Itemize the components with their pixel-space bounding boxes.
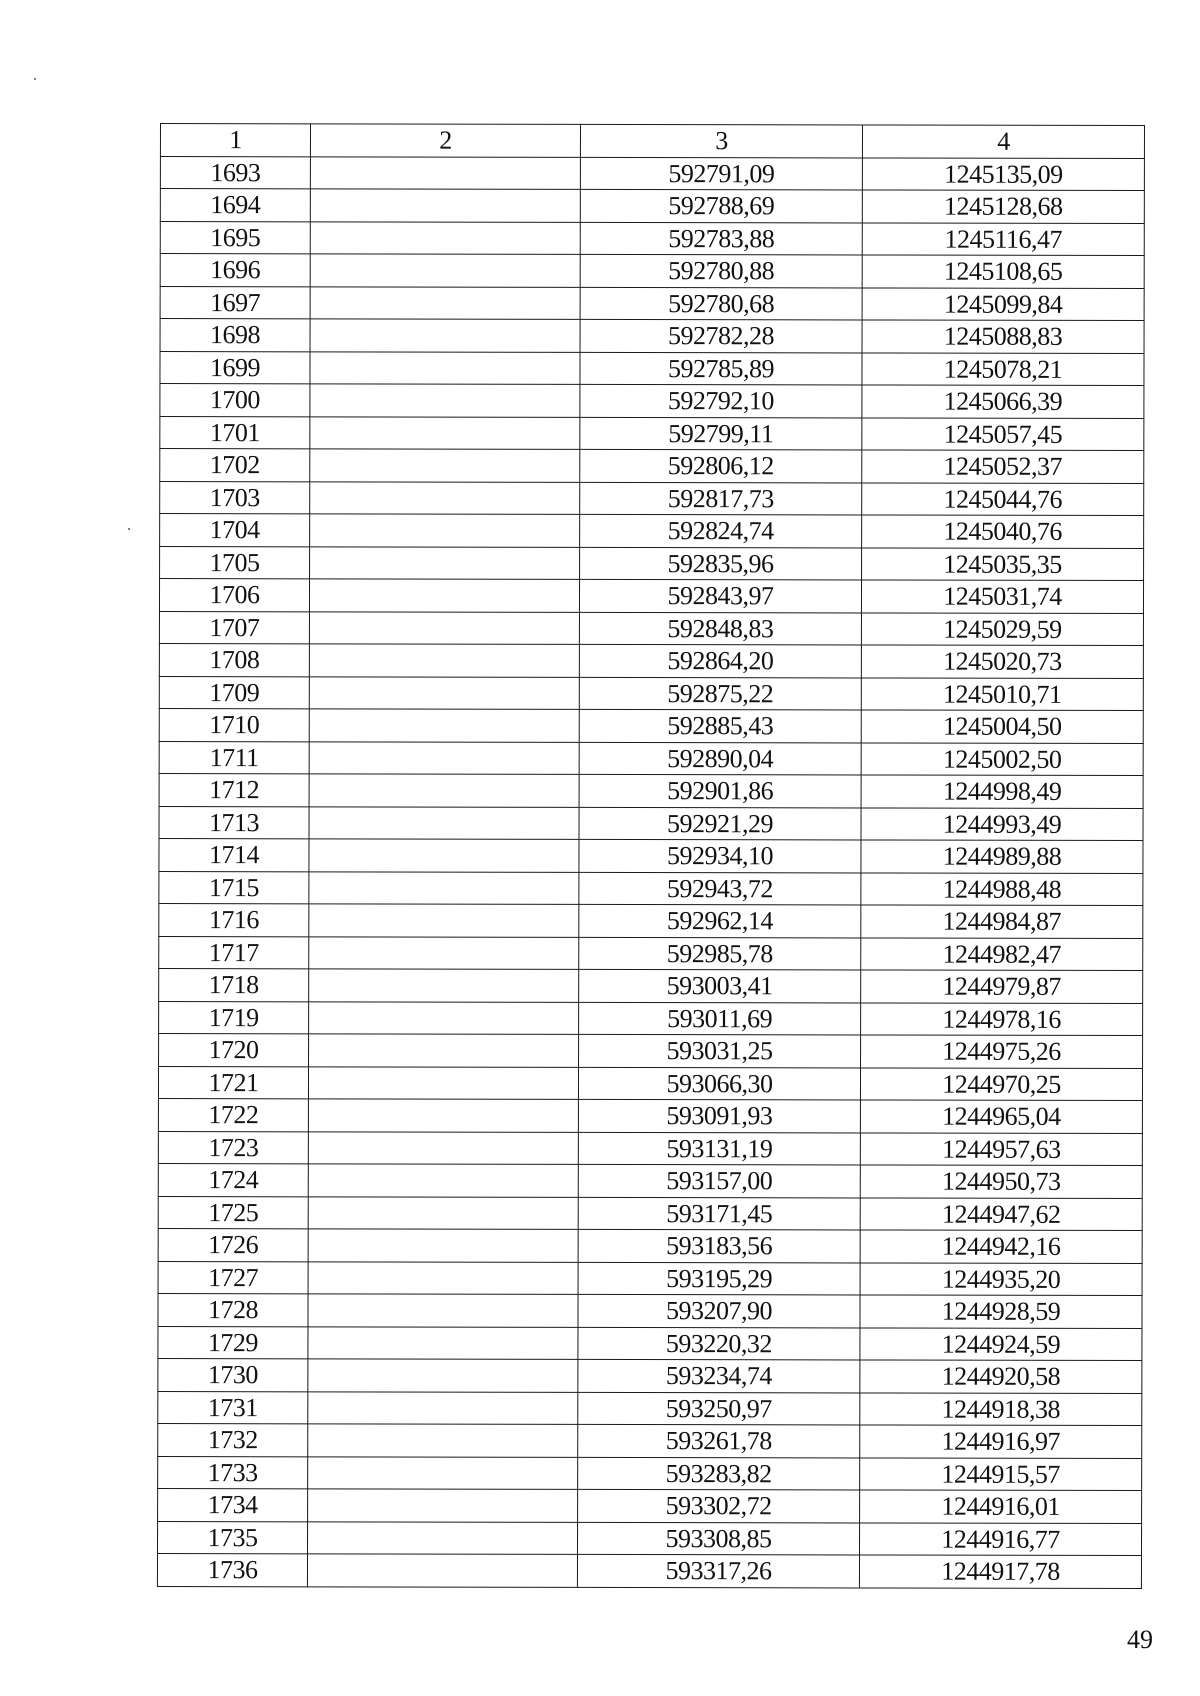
description-cell <box>308 1131 578 1164</box>
x-coordinate-cell: 592885,43 <box>579 709 861 742</box>
point-number-cell: 1719 <box>159 1001 309 1034</box>
table-row <box>159 611 1143 646</box>
table-row <box>159 838 1143 873</box>
description-cell <box>309 611 579 644</box>
y-coordinate-cell: 1244935,20 <box>860 1262 1142 1295</box>
x-coordinate-cell: 592835,96 <box>580 547 862 580</box>
description-cell <box>308 1521 578 1554</box>
y-coordinate-cell: 1244916,77 <box>860 1522 1142 1555</box>
table-body <box>157 156 1144 1588</box>
y-coordinate-cell: 1245116,47 <box>862 222 1144 255</box>
column-header-2: 2 <box>310 124 580 157</box>
table-row <box>160 416 1144 451</box>
table-row <box>160 514 1144 549</box>
table-row <box>160 156 1144 191</box>
point-number-cell: 1722 <box>158 1098 308 1131</box>
x-coordinate-cell: 593131,19 <box>578 1132 860 1165</box>
table-row <box>159 806 1143 841</box>
table-row <box>160 189 1144 224</box>
description-cell <box>308 1196 578 1229</box>
point-number-cell: 1716 <box>159 903 309 936</box>
table-row <box>158 1228 1142 1263</box>
table-row <box>158 1456 1142 1491</box>
scan-speck <box>34 78 36 80</box>
table-row <box>160 449 1144 484</box>
description-cell <box>310 156 580 189</box>
point-number-cell: 1718 <box>159 968 309 1001</box>
point-number-cell: 1726 <box>158 1228 308 1261</box>
point-number-cell: 1701 <box>160 416 310 449</box>
y-coordinate-cell: 1245035,35 <box>862 547 1144 580</box>
table-row <box>159 903 1143 938</box>
y-coordinate-cell: 1244988,48 <box>861 872 1143 905</box>
description-cell <box>309 676 579 709</box>
x-coordinate-cell: 593250,97 <box>578 1392 860 1425</box>
description-cell <box>308 1066 578 1099</box>
point-number-cell: 1730 <box>158 1358 308 1391</box>
x-coordinate-cell: 592791,09 <box>580 157 862 190</box>
y-coordinate-cell: 1245031,74 <box>861 580 1143 613</box>
point-number-cell: 1709 <box>159 676 309 709</box>
x-coordinate-cell: 592783,88 <box>580 222 862 255</box>
table-row <box>160 254 1144 289</box>
point-number-cell: 1702 <box>160 449 310 482</box>
table-row <box>159 708 1143 743</box>
point-number-cell: 1734 <box>158 1488 308 1521</box>
table-row <box>159 741 1143 776</box>
page-number: 49 <box>1127 1625 1153 1654</box>
table-row <box>158 1293 1142 1328</box>
table-row <box>158 1488 1142 1523</box>
point-number-cell: 1728 <box>158 1293 308 1326</box>
description-cell <box>308 1326 578 1359</box>
x-coordinate-cell: 592817,73 <box>580 482 862 515</box>
description-cell <box>309 806 579 839</box>
y-coordinate-cell: 1245002,50 <box>861 742 1143 775</box>
y-coordinate-cell: 1244928,59 <box>860 1295 1142 1328</box>
x-coordinate-cell: 592799,11 <box>580 417 862 450</box>
y-coordinate-cell: 1245099,84 <box>862 287 1144 320</box>
x-coordinate-cell: 593157,00 <box>578 1164 860 1197</box>
point-number-cell: 1712 <box>159 773 309 806</box>
point-number-cell: 1698 <box>160 319 310 352</box>
point-number-cell: 1729 <box>158 1326 308 1359</box>
description-cell <box>308 1229 578 1262</box>
coordinates-table <box>157 123 1145 1589</box>
scan-speck <box>128 528 130 530</box>
x-coordinate-cell: 593207,90 <box>578 1294 860 1327</box>
point-number-cell: 1711 <box>159 741 309 774</box>
x-coordinate-cell: 593183,56 <box>578 1229 860 1262</box>
description-cell <box>308 1359 578 1392</box>
description-cell <box>309 1034 579 1067</box>
point-number-cell: 1733 <box>158 1456 308 1489</box>
description-cell <box>309 774 579 807</box>
x-coordinate-cell: 593283,82 <box>578 1457 860 1490</box>
table-row <box>158 1261 1142 1296</box>
table-row <box>159 936 1143 971</box>
x-coordinate-cell: 592864,20 <box>579 644 861 677</box>
x-coordinate-cell: 592785,89 <box>580 352 862 385</box>
table-row <box>160 221 1144 256</box>
table-row <box>160 319 1144 354</box>
description-cell <box>309 579 579 612</box>
y-coordinate-cell: 1245010,71 <box>861 677 1143 710</box>
x-coordinate-cell: 592985,78 <box>579 937 861 970</box>
x-coordinate-cell: 593011,69 <box>579 1002 861 1035</box>
x-coordinate-cell: 593261,78 <box>578 1424 860 1457</box>
point-number-cell: 1727 <box>158 1261 308 1294</box>
x-coordinate-cell: 592921,29 <box>579 807 861 840</box>
description-cell <box>308 1164 578 1197</box>
point-number-cell: 1706 <box>159 579 309 612</box>
y-coordinate-cell: 1244978,16 <box>861 1002 1143 1035</box>
description-cell <box>309 709 579 742</box>
point-number-cell: 1731 <box>158 1391 308 1424</box>
y-coordinate-cell: 1245057,45 <box>862 417 1144 450</box>
x-coordinate-cell: 593031,25 <box>579 1034 861 1067</box>
description-cell <box>309 1001 579 1034</box>
x-coordinate-cell: 592934,10 <box>579 839 861 872</box>
table-row <box>159 773 1143 808</box>
description-cell <box>310 514 580 547</box>
x-coordinate-cell: 593195,29 <box>578 1262 860 1295</box>
table-row <box>158 1066 1142 1101</box>
point-number-cell: 1720 <box>159 1033 309 1066</box>
y-coordinate-cell: 1244957,63 <box>860 1132 1142 1165</box>
point-number-cell: 1704 <box>160 514 310 547</box>
y-coordinate-cell: 1244947,62 <box>860 1197 1142 1230</box>
point-number-cell: 1705 <box>160 546 310 579</box>
table-row <box>159 1033 1143 1068</box>
y-coordinate-cell: 1244989,88 <box>861 840 1143 873</box>
description-cell <box>308 1391 578 1424</box>
point-number-cell: 1725 <box>158 1196 308 1229</box>
point-number-cell: 1694 <box>160 189 310 222</box>
x-coordinate-cell: 592901,86 <box>579 774 861 807</box>
column-header-3: 3 <box>580 124 862 157</box>
y-coordinate-cell: 1244965,04 <box>860 1100 1142 1133</box>
point-number-cell: 1715 <box>159 871 309 904</box>
y-coordinate-cell: 1244916,97 <box>860 1425 1142 1458</box>
table-row <box>158 1196 1142 1231</box>
point-number-cell: 1710 <box>159 708 309 741</box>
point-number-cell: 1693 <box>160 156 310 189</box>
y-coordinate-cell: 1245108,65 <box>862 255 1144 288</box>
x-coordinate-cell: 592782,28 <box>580 319 862 352</box>
x-coordinate-cell: 593066,30 <box>578 1067 860 1100</box>
y-coordinate-cell: 1245044,76 <box>862 482 1144 515</box>
point-number-cell: 1703 <box>160 481 310 514</box>
point-number-cell: 1723 <box>158 1131 308 1164</box>
x-coordinate-cell: 592843,97 <box>579 579 861 612</box>
x-coordinate-cell: 592943,72 <box>579 872 861 905</box>
x-coordinate-cell: 593171,45 <box>578 1197 860 1230</box>
y-coordinate-cell: 1244924,59 <box>860 1327 1142 1360</box>
table-row <box>158 1521 1142 1556</box>
y-coordinate-cell: 1244918,38 <box>860 1392 1142 1425</box>
description-cell <box>310 481 580 514</box>
point-number-cell: 1697 <box>160 286 310 319</box>
y-coordinate-cell: 1244984,87 <box>861 905 1143 938</box>
y-coordinate-cell: 1245128,68 <box>862 190 1144 223</box>
y-coordinate-cell: 1244979,87 <box>861 970 1143 1003</box>
y-coordinate-cell: 1244998,49 <box>861 775 1143 808</box>
table-row <box>160 384 1144 419</box>
table-row <box>159 643 1143 678</box>
y-coordinate-cell: 1244950,73 <box>860 1165 1142 1198</box>
table-row <box>159 676 1143 711</box>
point-number-cell: 1713 <box>159 806 309 839</box>
x-coordinate-cell: 593302,72 <box>578 1489 860 1522</box>
table-row <box>159 968 1143 1003</box>
point-number-cell: 1717 <box>159 936 309 969</box>
description-cell <box>309 936 579 969</box>
y-coordinate-cell: 1244970,25 <box>860 1067 1142 1100</box>
x-coordinate-cell: 593317,26 <box>577 1554 859 1587</box>
table-row <box>158 1131 1142 1166</box>
description-cell <box>310 351 580 384</box>
y-coordinate-cell: 1244916,01 <box>860 1490 1142 1523</box>
point-number-cell: 1735 <box>158 1521 308 1554</box>
table-row <box>157 1553 1141 1588</box>
y-coordinate-cell: 1244993,49 <box>861 807 1143 840</box>
point-number-cell: 1721 <box>158 1066 308 1099</box>
description-cell <box>310 286 580 319</box>
table-row <box>158 1423 1142 1458</box>
y-coordinate-cell: 1245052,37 <box>862 450 1144 483</box>
description-cell <box>309 871 579 904</box>
point-number-cell: 1724 <box>158 1163 308 1196</box>
description-cell <box>310 189 580 222</box>
table-row <box>160 481 1144 516</box>
description-cell <box>310 221 580 254</box>
column-header-1: 1 <box>160 124 310 157</box>
table-row <box>160 351 1144 386</box>
y-coordinate-cell: 1245066,39 <box>862 385 1144 418</box>
x-coordinate-cell: 592890,04 <box>579 742 861 775</box>
description-cell <box>309 839 579 872</box>
point-number-cell: 1708 <box>159 643 309 676</box>
x-coordinate-cell: 593308,85 <box>578 1522 860 1555</box>
x-coordinate-cell: 593003,41 <box>579 969 861 1002</box>
y-coordinate-cell: 1244915,57 <box>860 1457 1142 1490</box>
x-coordinate-cell: 592962,14 <box>579 904 861 937</box>
description-cell <box>307 1554 577 1587</box>
table-row <box>158 1098 1142 1133</box>
description-cell <box>308 1261 578 1294</box>
x-coordinate-cell: 592806,12 <box>580 449 862 482</box>
description-cell <box>309 904 579 937</box>
table-row <box>159 871 1143 906</box>
description-cell <box>308 1424 578 1457</box>
description-cell <box>309 644 579 677</box>
description-cell <box>308 1456 578 1489</box>
description-cell <box>308 1294 578 1327</box>
point-number-cell: 1707 <box>159 611 309 644</box>
description-cell <box>309 969 579 1002</box>
y-coordinate-cell: 1244917,78 <box>859 1555 1141 1588</box>
x-coordinate-cell: 592792,10 <box>580 384 862 417</box>
description-cell <box>310 319 580 352</box>
description-cell <box>309 741 579 774</box>
table-row <box>158 1391 1142 1426</box>
description-cell <box>310 254 580 287</box>
y-coordinate-cell: 1245088,83 <box>862 320 1144 353</box>
y-coordinate-cell: 1245020,73 <box>861 645 1143 678</box>
description-cell <box>310 449 580 482</box>
y-coordinate-cell: 1245040,76 <box>862 515 1144 548</box>
table-row <box>158 1326 1142 1361</box>
point-number-cell: 1714 <box>159 838 309 871</box>
x-coordinate-cell: 592824,74 <box>580 514 862 547</box>
y-coordinate-cell: 1245078,21 <box>862 352 1144 385</box>
x-coordinate-cell: 592780,88 <box>580 254 862 287</box>
point-number-cell: 1696 <box>160 254 310 287</box>
table-row <box>160 546 1144 581</box>
table-row <box>159 579 1143 614</box>
x-coordinate-cell: 592875,22 <box>579 677 861 710</box>
y-coordinate-cell: 1245029,59 <box>861 612 1143 645</box>
point-number-cell: 1732 <box>158 1423 308 1456</box>
table-header-row <box>160 124 1144 159</box>
table-row <box>160 286 1144 321</box>
y-coordinate-cell: 1244975,26 <box>861 1035 1143 1068</box>
column-header-4: 4 <box>862 125 1144 158</box>
x-coordinate-cell: 593234,74 <box>578 1359 860 1392</box>
point-number-cell: 1736 <box>157 1553 307 1586</box>
table-row <box>159 1001 1143 1036</box>
description-cell <box>310 384 580 417</box>
y-coordinate-cell: 1245004,50 <box>861 710 1143 743</box>
x-coordinate-cell: 592848,83 <box>579 612 861 645</box>
description-cell <box>308 1099 578 1132</box>
point-number-cell: 1700 <box>160 384 310 417</box>
table-row <box>158 1358 1142 1393</box>
y-coordinate-cell: 1244942,16 <box>860 1230 1142 1263</box>
x-coordinate-cell: 593220,32 <box>578 1327 860 1360</box>
description-cell <box>310 546 580 579</box>
y-coordinate-cell: 1244920,58 <box>860 1360 1142 1393</box>
y-coordinate-cell: 1244982,47 <box>861 937 1143 970</box>
y-coordinate-cell: 1245135,09 <box>862 157 1144 190</box>
description-cell <box>308 1489 578 1522</box>
x-coordinate-cell: 592780,68 <box>580 287 862 320</box>
point-number-cell: 1695 <box>160 221 310 254</box>
x-coordinate-cell: 593091,93 <box>578 1099 860 1132</box>
point-number-cell: 1699 <box>160 351 310 384</box>
x-coordinate-cell: 592788,69 <box>580 189 862 222</box>
table-row <box>158 1163 1142 1198</box>
description-cell <box>310 416 580 449</box>
